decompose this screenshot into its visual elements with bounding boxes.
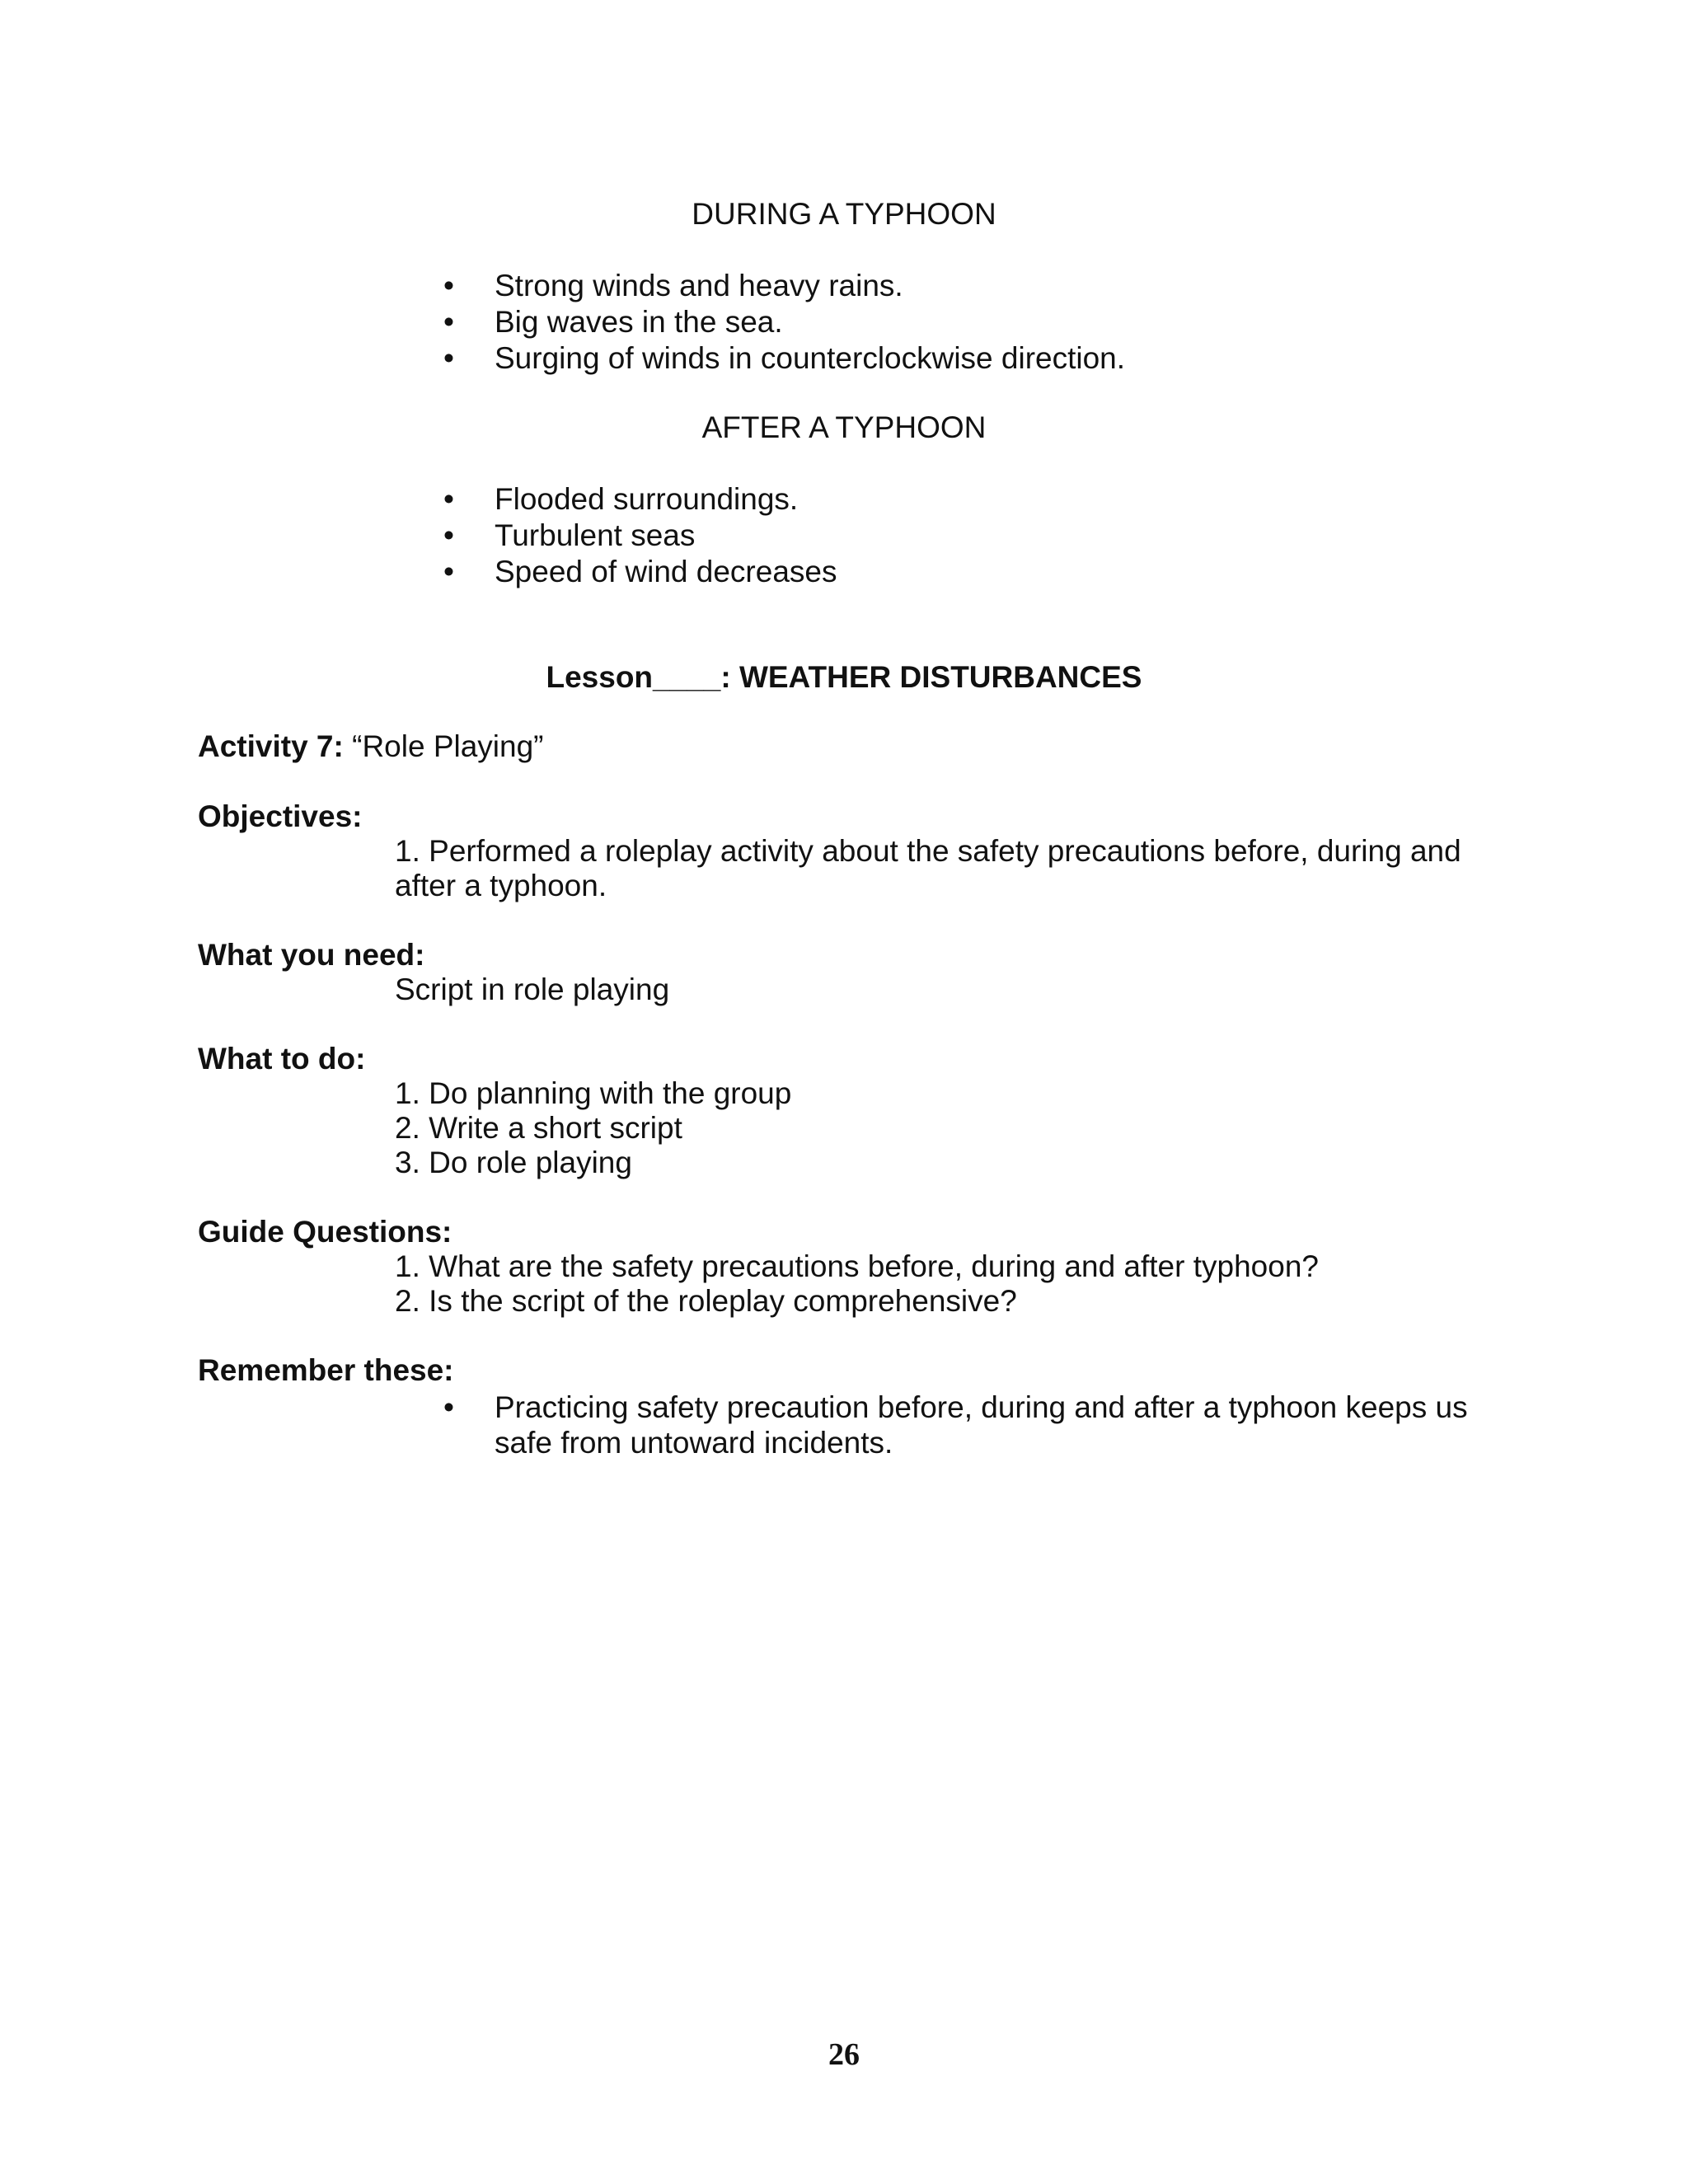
during-item: Big waves in the sea. <box>495 305 783 339</box>
bullet-icon: • <box>443 305 454 339</box>
bullet-icon: • <box>443 341 454 375</box>
bullet-icon: • <box>443 518 454 552</box>
after-item: Flooded surroundings. <box>495 482 799 516</box>
need-label: What you need: <box>198 938 425 972</box>
bullet-icon: • <box>443 1390 454 1424</box>
guide-item: 2. Is the script of the roleplay comprehensive? <box>395 1284 1017 1318</box>
activity-label: Activity 7: <box>198 729 344 763</box>
todo-item: 2. Write a short script <box>395 1111 682 1145</box>
after-heading: AFTER A TYPHOON <box>701 410 987 444</box>
todo-item: 1. Do planning with the group <box>395 1076 792 1110</box>
guide-item: 1. What are the safety precautions before, during and after typhoon? <box>395 1249 1319 1283</box>
objectives-label: Objectives: <box>198 799 363 833</box>
page-number: 26 <box>828 2037 860 2072</box>
todo-label: What to do: <box>198 1042 366 1076</box>
after-item: Turbulent seas <box>495 518 696 552</box>
activity-name: “Role Playing” <box>352 729 544 763</box>
objectives-line: after a typhoon. <box>395 869 607 902</box>
activity-line <box>198 729 544 765</box>
bullet-icon: • <box>443 482 454 516</box>
bullet-icon: • <box>443 555 454 588</box>
during-item: Surging of winds in counterclockwise direction. <box>495 341 1126 375</box>
lesson-title: Lesson____: WEATHER DISTURBANCES <box>546 660 1142 694</box>
guide-label: Guide Questions: <box>198 1215 452 1249</box>
bullet-icon: • <box>443 269 454 302</box>
during-item: Strong winds and heavy rains. <box>495 269 903 302</box>
remember-line: safe from untoward incidents. <box>495 1426 893 1460</box>
todo-item: 3. Do role playing <box>395 1146 632 1179</box>
remember-label: Remember these: <box>198 1353 454 1387</box>
need-text: Script in role playing <box>395 972 670 1006</box>
objectives-line: 1. Performed a roleplay activity about the safety precautions before, during and <box>395 834 1461 868</box>
after-item: Speed of wind decreases <box>495 555 837 588</box>
remember-line: Practicing safety precaution before, during and after a typhoon keeps us <box>495 1390 1468 1424</box>
during-heading: DURING A TYPHOON <box>692 197 996 231</box>
